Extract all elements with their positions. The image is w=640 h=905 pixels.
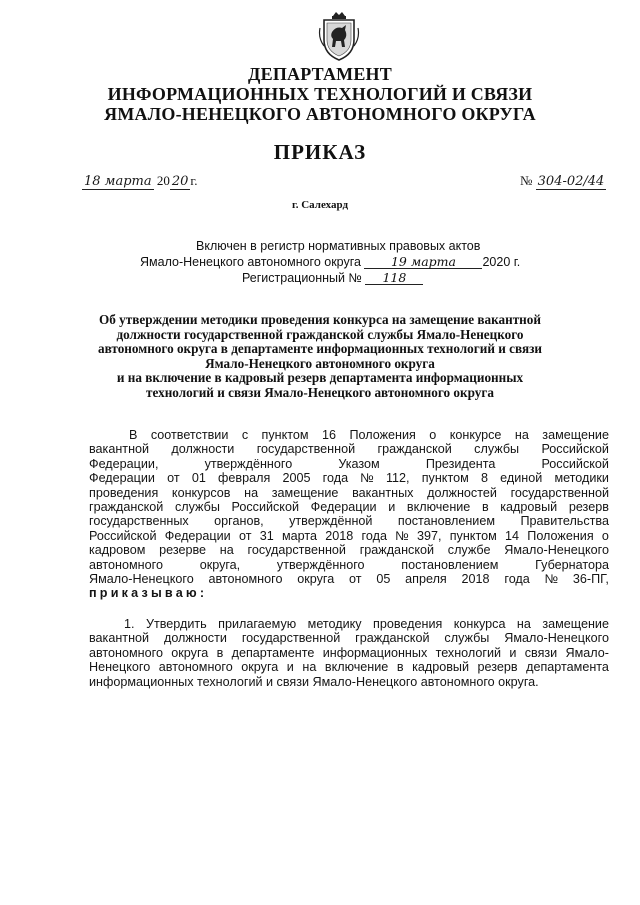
- item-1-line: автономного округа в департаменте информационных технологий и связи Ямало-: [89, 645, 609, 660]
- item-1-line: вакантной должности государственной гражданской службы Ямало-Ненецкого: [89, 631, 609, 646]
- order-word-line: [89, 586, 609, 600]
- preamble-line: проведения конкурсов на замещение вакантных должностей государственной: [89, 485, 609, 500]
- registration-number-handwritten: 118: [365, 271, 423, 285]
- department-name: [40, 64, 600, 124]
- date-year-suffix: г.: [190, 173, 198, 188]
- preamble-paragraph: [89, 428, 609, 601]
- order-number: [520, 173, 606, 190]
- department-line: ЯМАЛО-НЕНЕЦКОГО АВТОНОМНОГО ОКРУГА: [104, 104, 536, 124]
- handwritten-year: 20: [171, 174, 189, 189]
- preamble-line: Федерации, утверждённого Указом Президента Российской: [89, 456, 609, 471]
- registration-line-1: Включен в регистр нормативных правовых актов: [196, 239, 481, 253]
- item-1-paragraph: [89, 617, 609, 689]
- preamble-line: Российской Федерации от 31 марта 2018 года № 397, пунктом 14 Положения о: [89, 528, 609, 543]
- item-1-line: Ненецкого автономного округа и на включение в кадровый резерв департамента: [89, 660, 609, 675]
- department-line: ДЕПАРТАМЕНТ: [248, 64, 392, 84]
- preamble-line: автономного округа, утверждённого постановлением Губернатора: [89, 557, 609, 572]
- preamble-line: государственных органов, утверждённой постановлением Правительства: [89, 514, 609, 529]
- item-1-line: 1. Утвердить прилагаемую методику проведения конкурса на замещение: [124, 617, 609, 631]
- preamble-line: Федерации от 01 февраля 2005 года № 112, пунктом 8 единой методики: [89, 471, 609, 486]
- title-line: Об утверждении методики проведения конкурса на замещение вакантной: [99, 312, 541, 327]
- coat-of-arms-icon: [318, 10, 360, 62]
- registration-region: Ямало-Ненецкого автономного округа: [140, 255, 361, 269]
- department-line: ИНФОРМАЦИОННЫХ ТЕХНОЛОГИЙ И СВЯЗИ: [107, 84, 533, 104]
- number-sign: №: [520, 173, 533, 188]
- preamble-line: В соответствии с пунктом 16 Положения о конкурсе на замещение: [129, 428, 609, 442]
- order-title: [70, 313, 570, 401]
- title-line: и на включение в кадровый резерв департамента информационных: [116, 370, 524, 386]
- title-line: технологий и связи Ямало-Ненецкого автономного округа: [146, 384, 494, 400]
- title-line: должности государственной гражданской службы Ямало-Ненецкого: [116, 326, 524, 342]
- registration-date-handwritten: 19 марта: [364, 255, 482, 269]
- handwritten-date: 18 марта: [84, 174, 152, 189]
- date-year-prefix: 20: [156, 173, 170, 188]
- registration-number-label: Регистрационный №: [242, 271, 362, 285]
- registration-stamp: [140, 238, 520, 286]
- document-type-heading: ПРИКАЗ: [273, 140, 367, 164]
- registration-year: 2020 г.: [482, 255, 521, 269]
- order-date: [82, 173, 198, 190]
- city: г. Салехард: [291, 199, 349, 211]
- preamble-line: гражданской службы Российской Федерации и включение в кадровый резерв: [89, 500, 609, 515]
- registration-line-3: [140, 270, 520, 286]
- item-1-line: информационных технологий и связи Ямало-Ненецкого автономного округа.: [89, 674, 539, 689]
- title-line: Ямало-Ненецкого автономного округа: [205, 355, 435, 371]
- registration-line-2: [140, 254, 520, 270]
- preamble-line: Ямало-Ненецкого автономного округа от 05 апреля 2018 года № 36-ПГ,: [89, 572, 609, 587]
- title-line: автономного округа в департаменте информационных технологий и связи: [98, 341, 542, 357]
- handwritten-number: 304-02/44: [537, 174, 605, 189]
- preamble-line: вакантной должности государственной гражданской службы Российской: [89, 442, 609, 457]
- preamble-line: кадровом резерве на государственной гражданской службе Ямало-Ненецкого: [89, 543, 609, 558]
- order-word: приказываю:: [89, 586, 208, 601]
